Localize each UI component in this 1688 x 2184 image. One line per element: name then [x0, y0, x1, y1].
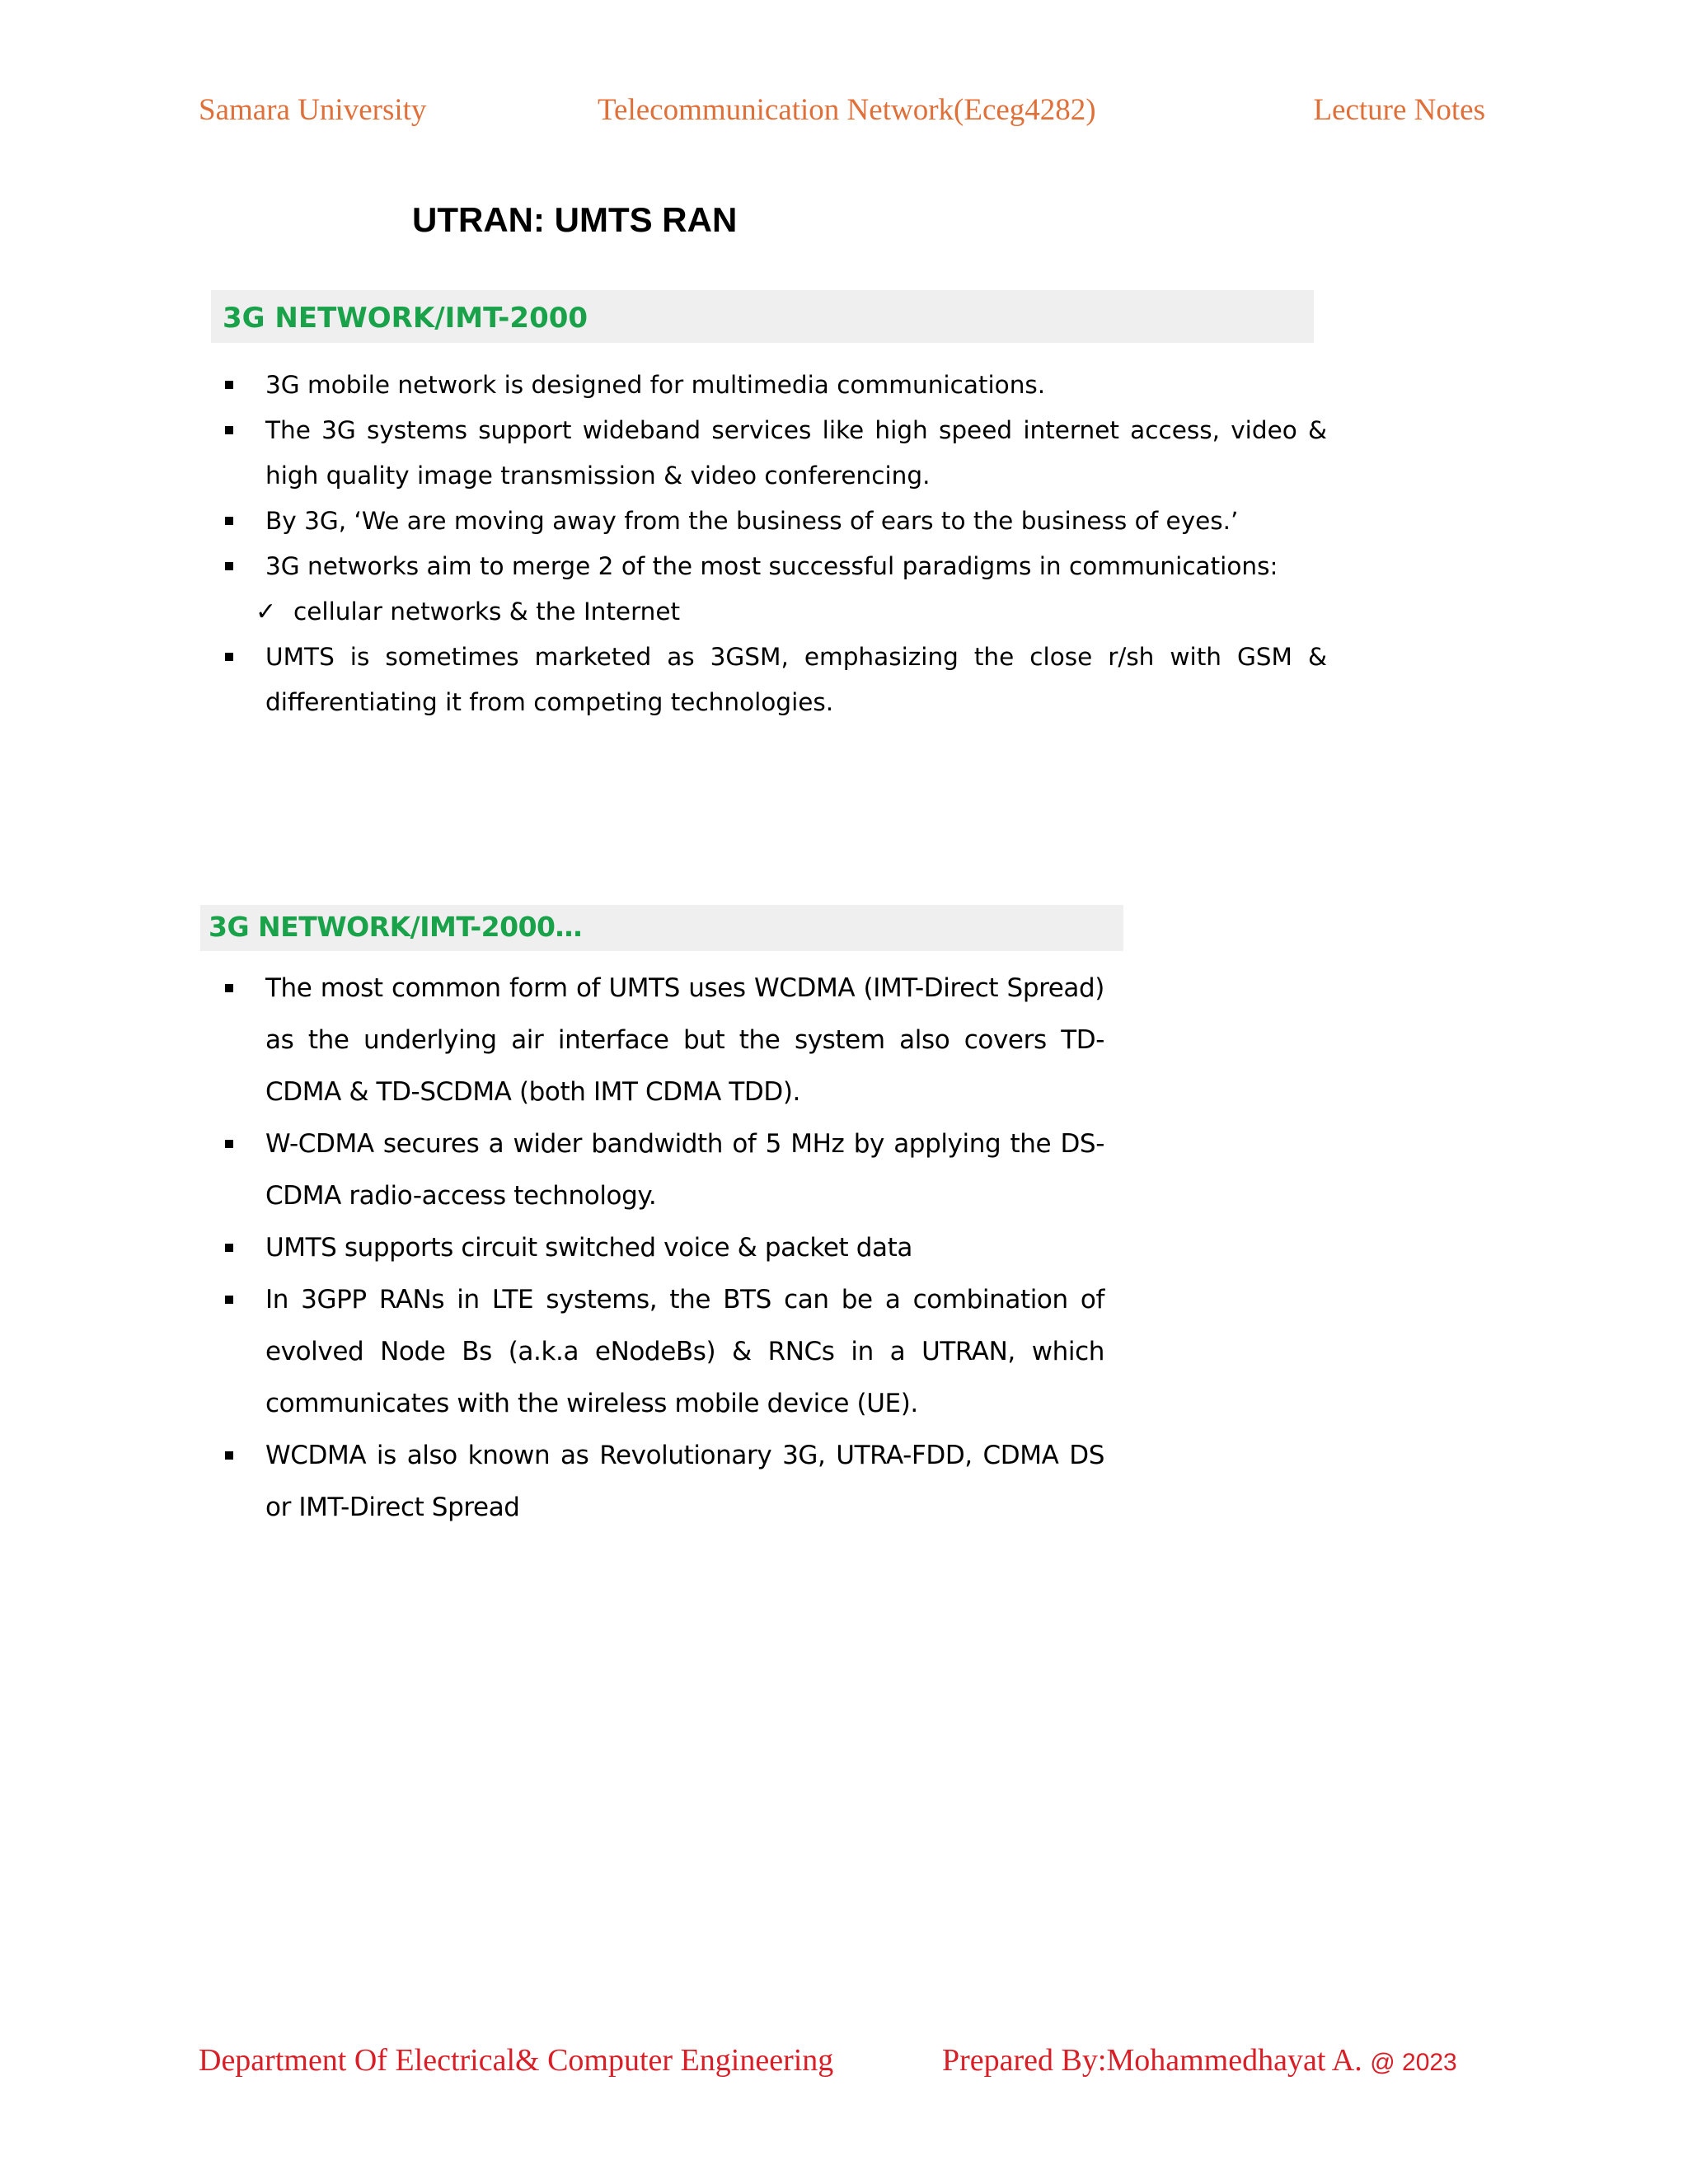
bullet-item: UMTS supports circuit switched voice & packet data — [223, 1222, 1104, 1274]
footer-prepared-by: Prepared By:Mohammedhayat A. — [942, 2043, 1362, 2078]
slide-title: 3G NETWORK/IMT-2000 — [223, 302, 588, 335]
bullet-item: WCDMA is also known as Revolutionary 3G, UTRA-FDD, CDMA DS or IMT-Direct Spread — [223, 1430, 1104, 1534]
header-doc-type: Lecture Notes — [1313, 93, 1485, 127]
slide-title: 3G NETWORK/IMT-2000… — [209, 911, 583, 943]
bullet-item: UMTS is sometimes marketed as 3GSM, emphasizing the close r/sh with GSM & differentiating it from competing technologies. — [223, 635, 1327, 725]
bullet-item: The 3G systems support wideband services like high speed internet access, video & high quality image transmission & video conferencing. — [223, 408, 1327, 499]
bullet-item: By 3G, ‘We are moving away from the business of ears to the business of eyes.’ — [223, 499, 1327, 544]
header-course: Telecommunication Network(Eceg4282) — [598, 93, 1096, 127]
bullet-item: In 3GPP RANs in LTE systems, the BTS can be a combination of evolved Node Bs (a.k.a eNodeBs) & RNCs in a UTRAN, which communicates with the wireless mobile device (UE). — [223, 1274, 1104, 1430]
footer-year: @ 2023 — [1370, 2049, 1457, 2076]
checkmark-icon: ✓ — [256, 598, 277, 626]
bullet-item: The most common form of UMTS uses WCDMA (IMT-Direct Spread) as the underlying air interface but the system also covers TD-CDMA & TD-SCDMA (both IMT CDMA TDD). — [223, 963, 1104, 1118]
page-title: UTRAN: UMTS RAN — [412, 200, 738, 239]
bullet-item: 3G networks aim to merge 2 of the most successful paradigms in communications: — [223, 544, 1327, 589]
bullet-item: 3G mobile network is designed for multimedia communications. — [223, 363, 1327, 408]
bullet-item: W-CDMA secures a wider bandwidth of 5 MHz by applying the DS-CDMA radio-access technology. — [223, 1118, 1104, 1222]
slide-2-bullet-list — [223, 963, 1104, 1534]
footer-department: Department Of Electrical& Computer Engineering — [199, 2043, 834, 2078]
check-item — [223, 589, 1327, 635]
slide-1-bullet-list — [223, 363, 1327, 725]
check-item-text: cellular networks & the Internet — [293, 598, 681, 626]
footer-author — [942, 2042, 1457, 2079]
header-university: Samara University — [199, 93, 427, 127]
